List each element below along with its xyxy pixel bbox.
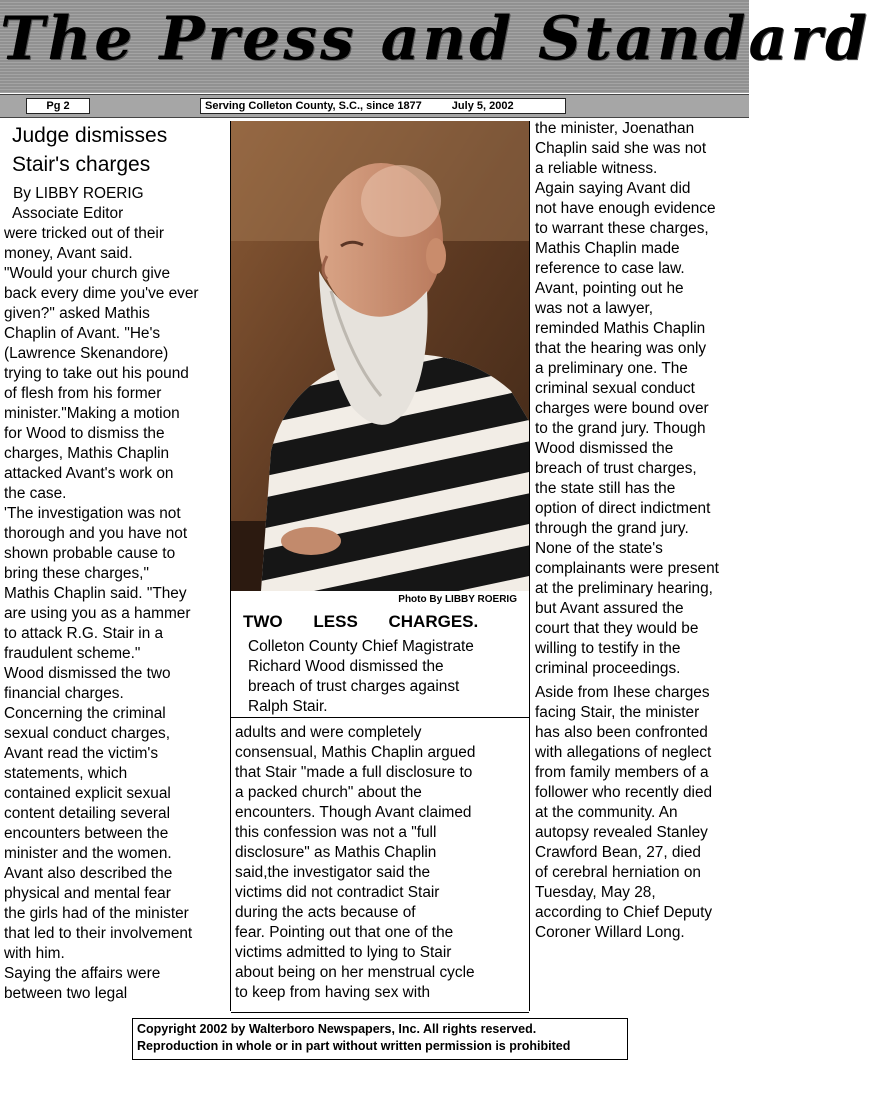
column-3-line: Coroner Willard Long. [535,924,685,941]
column-3-line: Tuesday, May 28, [535,884,656,901]
column-3-line: charges were bound over [535,400,709,417]
copyright-line-1: Copyright 2002 by Walterboro Newspapers, Inc. All rights reserved. [137,1022,537,1036]
column-1-line: are using you as a hammer [4,605,191,622]
column-3-line: court that they would be [535,620,699,637]
newspaper-title: The Press and Standard [0,4,870,74]
column-3-line: criminal proceedings. [535,660,681,677]
info-band [0,94,749,118]
column-1-line: between two legal [4,985,128,1002]
column-3-line: to the grand jury. Though [535,420,706,437]
column-3-line: None of the state's [535,540,663,557]
column-2-line: consensual, Mathis Chaplin argued [235,744,476,761]
copyright-notice [132,1018,628,1060]
column-1-line: thorough and you have not [4,525,188,542]
photo-caption [248,637,474,717]
column-1-line: bring these charges," [4,565,149,582]
column-3-line: Aside from Ihese charges [535,684,710,701]
caption-title: TWO LESS CHARGES. [243,612,479,631]
column-1-line: attacked Avant's work on [4,465,174,482]
column-3-line: breach of trust charges, [535,460,697,477]
article-column-2 [235,723,475,1003]
column-2-line: victims did not contradict Stair [235,884,440,901]
column-2-line: a packed church" about the [235,784,422,801]
column-3-line: at the community. An [535,804,678,821]
column-3-line: has also been confronted [535,724,708,741]
article-headline: Judge dismisses Stair's charges [12,124,168,176]
column-1-line: to attack R.G. Stair in a [4,625,164,642]
column-3-line: complainants were present [535,560,719,577]
issue-date: July 5, 2002 [451,100,514,112]
column-1-line: sexual conduct charges, [4,725,170,742]
column-3-line: at the preliminary hearing, [535,580,713,597]
column-1-line: shown probable cause to [4,545,176,562]
column-3-line: a preliminary one. The [535,360,688,377]
column-1-line: Concerning the criminal [4,705,166,722]
column-1-line: Wood dismissed the two [4,665,171,682]
column-1-line: 'The investigation was not [4,505,181,522]
photo-credit: Photo By LIBBY ROERIG [398,594,517,605]
column-3-line: Chaplin said she was not [535,140,707,157]
column-1-line: the case. [4,485,67,502]
column-2-line: said,the investigator said the [235,864,431,881]
column-3-line: follower who recently died [535,784,713,801]
column-1-line: Avant also described the [4,865,173,882]
column-1-line: trying to take out his pound [4,365,189,382]
column-3-line: Again saying Avant did [535,180,691,197]
column-1-line: minister and the women. [4,845,172,862]
column-1-line: with him. [4,945,65,962]
column-3-line: not have enough evidence [535,200,716,217]
caption-line: Colleton County Chief Magistrate [248,638,474,655]
column-1-line: content detailing several [4,805,170,822]
column-1-line: Saying the affairs were [4,965,161,982]
column-3-line: a reliable witness. [535,160,658,177]
column-1-line: money, Avant said. [4,245,133,262]
copyright-line-2: Reproduction in whole or in part without written permission is prohibited [137,1039,571,1053]
column-3-line: criminal sexual conduct [535,380,695,397]
column-1-line: physical and mental fear [4,885,171,902]
column-2-line: fear. Pointing out that one of the [235,924,454,941]
column-2-line: to keep from having sex with [235,984,431,1001]
column-2-line: about being on her menstrual cycle [235,964,475,981]
column-2-line: adults and were completely [235,724,422,741]
column-3-line: Crawford Bean, 27, died [535,844,701,861]
column-3-line: from family members of a [535,764,709,781]
column-3-line: of cerebral herniation on [535,864,701,881]
column-2-line: victims admitted to lying to Stair [235,944,452,961]
column-3-line: the state still has the [535,480,676,497]
column-2-line: during the acts because of [235,904,416,921]
column-1-line: given?" asked Mathis [4,305,150,322]
photo-illustration [231,121,529,591]
column-1-line: minister."Making a motion [4,405,180,422]
column-3-line: that the hearing was only [535,340,707,357]
column-3-line: to warrant these charges, [535,220,709,237]
column-3-line: Avant, pointing out he [535,280,684,297]
column-3-line: Wood dismissed the [535,440,674,457]
column-1-line: contained explicit sexual [4,785,171,802]
column-2-line: that Stair "made a full disclosure to [235,764,473,781]
column-1-line: the girls had of the minister [4,905,189,922]
page-number: Pg 2 [26,98,90,114]
column-1-line: (Lawrence Skenandore) [4,345,169,362]
column-3-line: the minister, Joenathan [535,120,695,137]
column-3-line: autopsy revealed Stanley [535,824,708,841]
column-1-line: that led to their involvement [4,925,193,942]
caption-line: Richard Wood dismissed the [248,658,444,675]
column-2-line: disclosure" as Mathis Chaplin [235,844,437,861]
column-3-line: reference to case law. [535,260,685,277]
column-1-line: Avant read the victim's [4,745,159,762]
column-1-line: "Would your church give [4,265,171,282]
column-1-line: statements, which [4,765,128,782]
column-1-line: encounters between the [4,825,169,842]
column-1-line: fraudulent scheme." [4,645,141,662]
column-1-line: of flesh from his former [4,385,162,402]
column-3-line: with allegations of neglect [535,744,712,761]
serving-text: Serving Colleton County, S.C., since 1877 [205,100,422,112]
column-1-line: for Wood to dismiss the [4,425,165,442]
column-3-line: Mathis Chaplin made [535,240,680,257]
serving-line [200,98,566,114]
column-1-line: Chaplin of Avant. "He's [4,325,161,342]
column-1-line: back every dime you've ever [4,285,199,302]
column-3-line: was not a lawyer, [535,300,654,317]
masthead [0,0,870,93]
column-3-line: through the grand jury. [535,520,689,537]
column-3-line: according to Chief Deputy [535,904,713,921]
caption-line: breach of trust charges against [248,678,460,695]
byline-author: By LIBBY ROERIG [13,185,144,202]
byline-title: Associate Editor [12,205,124,222]
byline [12,184,144,224]
column-2-line: encounters. Though Avant claimed [235,804,472,821]
column-3-line: facing Stair, the minister [535,704,700,721]
column-1-line: were tricked out of their [4,225,164,242]
column-1-line: Mathis Chaplin said. "They [4,585,187,602]
column-divider-right [529,121,530,1011]
article-column-3 [535,119,719,943]
caption-line: Ralph Stair. [248,698,328,715]
column-3-line: but Avant assured the [535,600,684,617]
column-1-line: charges, Mathis Chaplin [4,445,170,462]
column-2-line: this confession was not a "full [235,824,437,841]
article-photo [231,121,529,591]
column-3-line: reminded Mathis Chaplin [535,320,706,337]
column-3-line: option of direct indictment [535,500,711,517]
column-1-line: financial charges. [4,685,124,702]
article-column-1 [4,224,199,1004]
column-3-line: willing to testify in the [535,640,681,657]
